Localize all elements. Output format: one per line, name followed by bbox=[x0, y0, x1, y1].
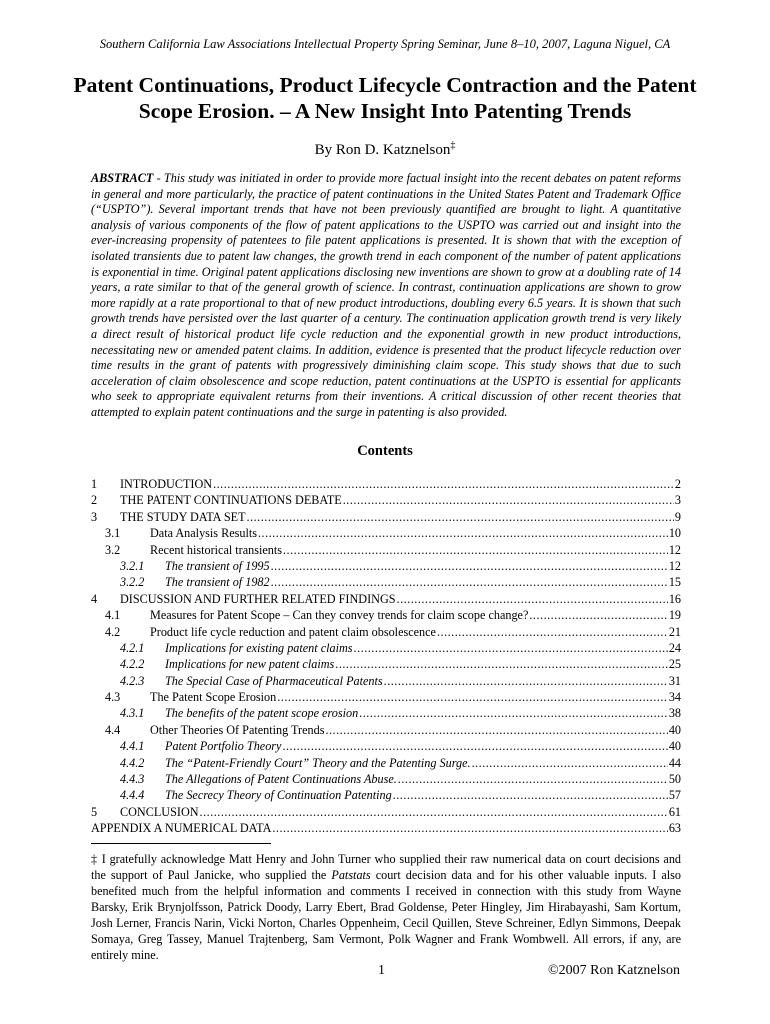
toc-leader-dots bbox=[258, 526, 668, 541]
toc-entry-page: 57 bbox=[668, 788, 681, 803]
toc-entry[interactable] bbox=[91, 526, 681, 542]
toc-leader-dots bbox=[397, 592, 668, 607]
author-footnote-mark: ‡ bbox=[450, 140, 456, 151]
toc-entry-title: Implications for existing patent claims bbox=[165, 640, 353, 655]
title-line-2: Scope Erosion. – A New Insight Into Patenting Trends bbox=[138, 99, 632, 123]
toc-leader-dots bbox=[272, 821, 667, 836]
toc-entry-page: 25 bbox=[668, 657, 681, 672]
toc-entry-number: 4 bbox=[91, 591, 98, 606]
toc-entry[interactable] bbox=[91, 690, 681, 706]
author-name: By Ron D. Katznelson bbox=[314, 142, 451, 158]
toc-entry-title: The Allegations of Patent Continuations Abuse. bbox=[165, 772, 397, 787]
footnote-mark: ‡ bbox=[91, 852, 98, 866]
toc-entry-page: 24 bbox=[668, 640, 681, 655]
toc-entry-page: 38 bbox=[668, 706, 681, 721]
toc-entry-number: 4.2.1 bbox=[120, 640, 145, 655]
toc-entry-page: 21 bbox=[668, 624, 681, 639]
toc-entry-page: 16 bbox=[668, 591, 681, 606]
toc-entry-title: THE PATENT CONTINUATIONS DEBATE bbox=[120, 493, 342, 508]
toc-leader-dots bbox=[384, 674, 668, 689]
footnote-divider bbox=[91, 843, 271, 844]
toc-leader-dots bbox=[335, 657, 668, 672]
toc-entry[interactable] bbox=[91, 805, 681, 821]
toc-entry-number: 4.4.4 bbox=[120, 788, 145, 803]
toc-entry[interactable] bbox=[91, 592, 681, 608]
toc-entry[interactable] bbox=[91, 739, 681, 755]
toc-entry-title: The Special Case of Pharmaceutical Patents bbox=[165, 673, 383, 688]
toc-entry[interactable] bbox=[91, 641, 681, 657]
page-number: 1 bbox=[378, 963, 385, 978]
toc-entry-page: 63 bbox=[668, 821, 681, 836]
toc-entry-number: 4.4 bbox=[105, 722, 121, 737]
toc-entry-number: 5 bbox=[91, 804, 98, 819]
toc-entry-title: CONCLUSION bbox=[120, 804, 199, 819]
toc-entry-title: DISCUSSION AND FURTHER RELATED FINDINGS bbox=[120, 591, 396, 606]
toc-entry[interactable] bbox=[91, 575, 681, 591]
toc-leader-dots bbox=[325, 723, 667, 738]
toc-entry-page: 10 bbox=[668, 526, 681, 541]
footnote-text-1: I gratefully acknowledge Matt Henry and John Turner who supplied their raw numerical data on court decisions and the support of Paul Janicke, who supplied the bbox=[91, 852, 682, 882]
toc-entry-title: The benefits of the patent scope erosion bbox=[165, 706, 359, 721]
toc-entry-page: 12 bbox=[668, 542, 681, 557]
toc-entry-title: The Secrecy Theory of Continuation Patenting bbox=[165, 788, 392, 803]
toc-leader-dots bbox=[359, 706, 668, 721]
toc-entry-title: APPENDIX A NUMERICAL DATA bbox=[91, 821, 272, 836]
toc-entry-number: 2 bbox=[91, 493, 98, 508]
footnote-text-2: court decision data and for his other valuable inputs. I also benefited much from the helpful information and comments I received in connection with this study from Wayne Barsky, Erik Brynjolfsson, Patrick Doody, Larry Ebert, Brad Goldense, Peter Hingley, Jim Hirabayashi, Sam Kortum, Josh Lerner, Francis Narin, Vicki Norton, Charles Oppenheim, Cecil Quillen, Steve Schreiner, Edlyn Simmons, Deepak Somaya, Greg Tassey, Manuel Trajtenberg, Sam Vermont, Polk Wagner and Frank Wombwell. All errors, if any, are entirely mine. bbox=[91, 868, 681, 962]
toc-leader-dots bbox=[437, 625, 668, 640]
toc-entry[interactable] bbox=[91, 657, 681, 673]
toc-entry-number: 3.2 bbox=[105, 542, 121, 557]
toc-entry-page: 3 bbox=[674, 493, 681, 508]
toc-entry-number: 4.4.1 bbox=[120, 739, 145, 754]
toc-leader-dots bbox=[271, 575, 668, 590]
toc-entry-number: 3 bbox=[91, 509, 98, 524]
toc-entry-number: 1 bbox=[91, 477, 98, 491]
toc-leader-dots bbox=[213, 477, 674, 492]
toc-entry-number: 3.2.2 bbox=[120, 575, 145, 590]
toc-entry-number: 3.1 bbox=[105, 526, 121, 541]
copyright-notice: ©2007 Ron Katznelson bbox=[548, 963, 680, 978]
toc-entry-number: 4.4.2 bbox=[120, 755, 145, 770]
toc-entry-number: 4.2 bbox=[105, 624, 121, 639]
toc-leader-dots bbox=[529, 608, 667, 623]
toc-entry-title: Measures for Patent Scope – Can they convey trends for claim scope change? bbox=[150, 608, 529, 623]
toc-entry-title: The “Patent-Friendly Court” Theory and the Patenting Surge. bbox=[165, 755, 471, 770]
toc-leader-dots bbox=[354, 641, 668, 656]
toc-leader-dots bbox=[277, 690, 668, 705]
toc-leader-dots bbox=[398, 772, 668, 787]
toc-leader-dots bbox=[200, 805, 668, 820]
toc-entry[interactable] bbox=[91, 756, 681, 772]
toc-entry[interactable] bbox=[91, 788, 681, 804]
toc-entry-number: 4.3 bbox=[105, 690, 121, 705]
toc-entry-page: 19 bbox=[668, 608, 681, 623]
toc-entry[interactable] bbox=[91, 625, 681, 641]
toc-entry-title: Other Theories Of Patenting Trends bbox=[150, 722, 325, 737]
toc-entry-page: 40 bbox=[668, 722, 681, 737]
footnote-italic-term: Patstats bbox=[331, 868, 371, 882]
toc-entry-number: 4.2.3 bbox=[120, 673, 145, 688]
toc-entry-number: 4.4.3 bbox=[120, 772, 145, 787]
contents-heading: Contents bbox=[357, 443, 413, 459]
toc-entry-title: Patent Portfolio Theory bbox=[165, 739, 282, 754]
running-header: Southern California Law Associations Intellectual Property Spring Seminar, June 8–10, 2007, Laguna Niguel, CA bbox=[99, 37, 671, 51]
toc-leader-dots bbox=[472, 756, 668, 771]
toc-entry[interactable] bbox=[91, 821, 681, 837]
toc-entry[interactable] bbox=[91, 477, 681, 493]
toc-entry-title: The Patent Scope Erosion bbox=[150, 690, 277, 705]
table-of-contents bbox=[91, 477, 681, 838]
toc-entry-page: 12 bbox=[668, 558, 681, 573]
toc-entry[interactable] bbox=[91, 772, 681, 788]
toc-entry[interactable] bbox=[91, 543, 681, 559]
toc-entry-number: 4.3.1 bbox=[120, 706, 145, 721]
toc-entry-page: 34 bbox=[668, 690, 681, 705]
toc-entry-page: 61 bbox=[668, 804, 681, 819]
toc-leader-dots bbox=[393, 788, 668, 803]
toc-entry[interactable] bbox=[91, 510, 681, 526]
title-line-1: Patent Continuations, Product Lifecycle Contraction and the Patent bbox=[73, 73, 697, 97]
toc-entry-title: Implications for new patent claims bbox=[165, 657, 335, 672]
toc-entry[interactable] bbox=[91, 723, 681, 739]
toc-entry-page: 31 bbox=[668, 673, 681, 688]
toc-leader-dots bbox=[271, 559, 668, 574]
toc-entry-title: Recent historical transients bbox=[150, 542, 282, 557]
toc-entry-page: 44 bbox=[668, 755, 681, 770]
toc-entry[interactable] bbox=[91, 493, 681, 509]
abstract-text: - This study was initiated in order to provide more factual insight into the recent debates on patent reforms in general and more particularly, the practice of patent continuations in the United States Patent and Trademark Office (“USPTO”). Several important trends that have not been previously quantified are brought to light. A quantitative analysis of various components of the flow of patent applications to the USPTO was carried out and insight into the ever-increasing propensity of patentees to file patent applications is presented. It is shown that with the exception of isolated transients due to patent law changes, the growth trend in each component of the number of patent applications is exponential in time. Original patent applications disclosing new inventions are shown to grow at a doubling rate of 14 years, a rate similar to that of the general growth of science. In contrast, continuation applications are shown to grow more rapidly at a rate proportional to that of new product introductions, doubling every 6.5 years. It is shown that such growth trends have persisted over the last quarter of a century. The continuation application growth trend is very likely a direct result of historical product life cycle reduction and the exponential growth in new product introductions, necessitating new or amended patent claims. In addition, evidence is presented that the product lifecycle reduction over time results in the grant of patents with progressively diminishing claim scope. This study shows that due to such acceleration of claim obsolescence and scope reduction, patent continuations at the USPTO is essential for applicants who seek to appropriate equivalent returns from their inventions. A critical discussion of other recent theories that attempted to explain patent continuations and the surge in patenting is also provided. bbox=[91, 171, 681, 419]
toc-entry-page: 50 bbox=[668, 772, 681, 787]
toc-entry-title: The transient of 1995 bbox=[165, 558, 270, 573]
toc-entry[interactable] bbox=[91, 559, 681, 575]
toc-entry-page: 2 bbox=[674, 477, 681, 491]
toc-entry-title: THE STUDY DATA SET bbox=[120, 509, 246, 524]
toc-entry-title: The transient of 1982 bbox=[165, 575, 270, 590]
toc-entry-number: 4.2.2 bbox=[120, 657, 145, 672]
toc-entry[interactable] bbox=[91, 674, 681, 690]
toc-entry-title: Product life cycle reduction and patent claim obsolescence bbox=[150, 624, 436, 639]
toc-leader-dots bbox=[282, 739, 667, 754]
acknowledgement-footnote bbox=[91, 851, 681, 963]
toc-entry-title: INTRODUCTION bbox=[120, 477, 213, 491]
paper-title bbox=[60, 72, 710, 124]
abstract bbox=[91, 171, 681, 421]
toc-entry-title: Data Analysis Results bbox=[150, 526, 257, 541]
toc-entry[interactable] bbox=[91, 608, 681, 624]
toc-entry-page: 15 bbox=[668, 575, 681, 590]
toc-entry[interactable] bbox=[91, 706, 681, 722]
toc-entry-number: 4.1 bbox=[105, 608, 121, 623]
author-byline bbox=[0, 140, 770, 159]
abstract-label: ABSTRACT bbox=[91, 171, 154, 185]
toc-entry-page: 9 bbox=[674, 509, 681, 524]
toc-leader-dots bbox=[283, 543, 668, 558]
toc-leader-dots bbox=[247, 510, 674, 525]
toc-leader-dots bbox=[343, 493, 674, 508]
toc-entry-number: 3.2.1 bbox=[120, 558, 145, 573]
toc-entry-page: 40 bbox=[668, 739, 681, 754]
